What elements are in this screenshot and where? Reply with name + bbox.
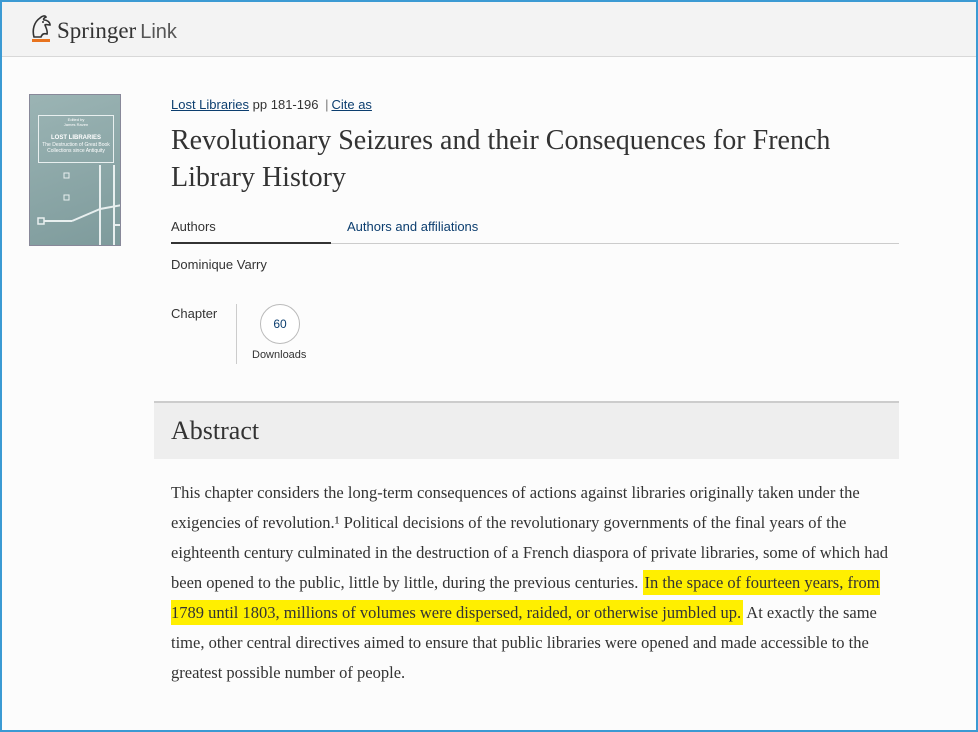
brand-suffix: Link (140, 21, 177, 43)
cover-title: LOST LIBRARIES (50, 135, 101, 141)
brand-name: Springer (57, 18, 137, 43)
breadcrumb-separator: | (325, 97, 329, 112)
site-header (2, 2, 976, 57)
springer-link-logo[interactable] (28, 12, 177, 44)
book-cover-image[interactable] (29, 94, 121, 246)
cover-editor-line2: James Raven (63, 122, 89, 127)
author-name[interactable]: Dominique Varry (171, 257, 267, 272)
cover-editor-line1: Edited by (67, 117, 85, 122)
cover-circuit-graphic (30, 165, 121, 246)
tab-authors[interactable]: Authors (171, 219, 331, 244)
springer-horse-logo-icon (28, 12, 54, 44)
logo-text (57, 19, 177, 42)
chapter-title: Revolutionary Seizures and their Consequences for French Library History (171, 125, 831, 193)
book-title-link[interactable]: Lost Libraries (171, 97, 250, 112)
author-tabs (171, 219, 899, 244)
page-range: pp 181-196 (252, 97, 319, 112)
highlighted-passage: In the space of fourteen years, from 1789 until 1803, millions of volumes were dispersed, raided, or otherwise jumbled up. (171, 570, 880, 625)
abstract-text-start: This chapter considers the long-term consequences of actions against libraries originally taken under the exigencies of revolution.¹ Political decisions of the revolutionary governments of the final years of the eighteenth century culminated in the destruction of a French diaspora of private libraries, some of which had been opened to the public, little by little, during the previous centuries. (171, 483, 889, 592)
metrics-divider (236, 304, 237, 364)
tab-authors-and-affiliations[interactable]: Authors and affiliations (347, 219, 479, 234)
downloads-label: Downloads (252, 349, 307, 361)
downloads-count-badge: 60 (260, 304, 300, 344)
breadcrumb (171, 97, 372, 112)
abstract-heading: Abstract (171, 416, 260, 445)
abstract-text-end: At exactly the same time, other central directives aimed to ensure that public libraries were opened and made accessible to the greatest possible number of people. (171, 603, 877, 682)
abstract-text (171, 478, 906, 688)
content-type-label: Chapter (171, 306, 218, 321)
cite-as-link[interactable]: Cite as (331, 97, 372, 112)
cover-subtitle: The Destruction of Great Book Collections since Antiquity (42, 142, 110, 154)
abstract-header[interactable] (154, 401, 899, 459)
